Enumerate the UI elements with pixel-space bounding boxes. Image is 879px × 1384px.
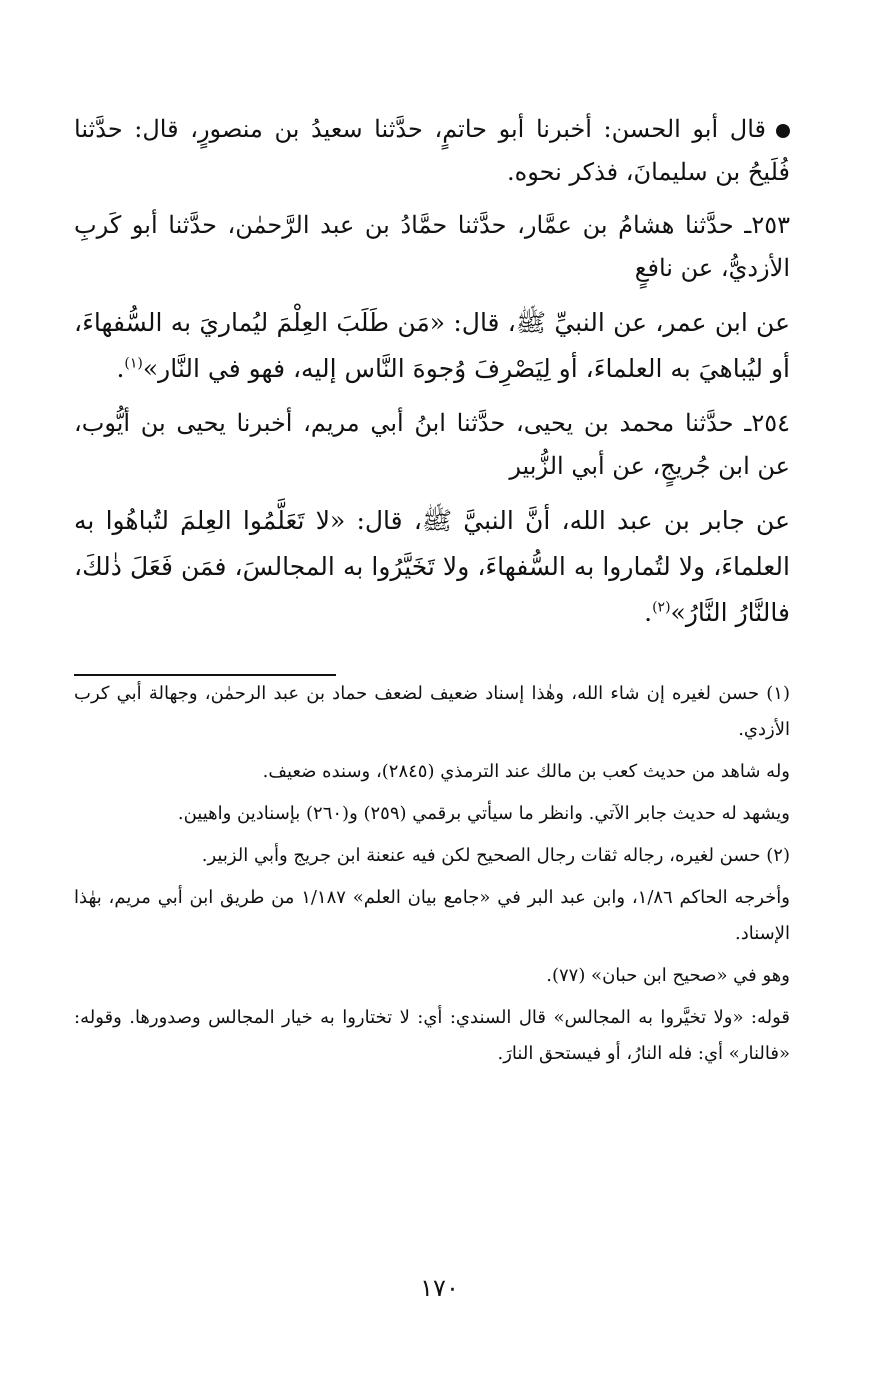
footnote-1-support: ويشهد له حديث جابر الآتي. وانظر ما سيأتي برقمي (٢٥٩) و(٢٦٠) بإسنادين واهيين. (177, 803, 790, 824)
main-text (74, 108, 790, 636)
book-page (74, 108, 790, 1078)
footnote-separator (74, 674, 336, 676)
bullet-icon (776, 124, 790, 138)
footnote-2-sources: وأخرجه الحاكم ١/٨٦، وابن عبد البر في «جامع بيان العلم» ١/١٨٧ من طريق ابن أبي مريم، بهٰذا الإسناد. (74, 887, 790, 944)
footnote-1-witness: وله شاهد من حديث كعب بن مالك عند الترمذي (٢٨٤٥)، وسنده ضعيف. (262, 761, 790, 782)
page-number: ١٧٠ (420, 1274, 459, 1302)
footnote-2-ibn-hibban: وهو في «صحيح ابن حبان» (٧٧). (546, 965, 790, 986)
hadith-254-body: عن جابر بن عبد الله، أنَّ النبيَّ ﷺ، قال: «لا تَعَلَّمُوا العِلمَ لتُباهُوا به العلماءَ، ولا لتُماروا به السُّفهاءَ، ولا تَخَيَّرُوا به المجالسَ، فمَن فَعَلَ ذٰلكَ، فالنَّارُ النَّارُ» (74, 506, 790, 627)
hadith-253-body: عن ابن عمر، عن النبيِّ ﷺ، قال: «مَن طَلَبَ العِلْمَ ليُماريَ به السُّفهاءَ، أو ليُباهيَ به العلماءَ، أو لِيَصْرِفَ وُجوهَ النَّاس إليه، فهو في النَّار» (74, 308, 790, 383)
footnotes (74, 676, 790, 1072)
paragraph-chain-note-text: قال أبو الحسن: أخبرنا أبو حاتمٍ، حدَّثنا سعيدُ بن منصورٍ، قال: حدَّثنا فُلَيحُ بن سليمانَ، فذكر نحوه. (74, 115, 790, 186)
footnote-2: (٢) حسن لغيره، رجاله ثقات رجال الصحيح لكن فيه عنعنة ابن جريج وأبي الزبير. (201, 845, 790, 866)
footnote-separator-wrap (74, 646, 790, 676)
footnote-ref-1: (١) (124, 355, 143, 372)
hadith-253-period: . (116, 354, 125, 383)
paragraph-chain-note (74, 108, 790, 194)
hadith-254-period: . (644, 598, 653, 627)
hadith-254-text (74, 498, 790, 636)
footnote-2-explanation: قوله: «ولا تخيَّروا به المجالس» قال السندي: أي: لا تختاروا به خيار المجالس وصدورها. وقوله: «فالنار» أي: فله النارُ، أو فيستحق النارَ. (74, 1007, 790, 1064)
footnote-1: (١) حسن لغيره إن شاء الله، وهٰذا إسناد ضعيف لضعف حماد بن عبد الرحمٰن، وجهالة أبي كرب الأزدي. (74, 683, 790, 740)
hadith-254-chain: ٢٥٤ـ حدَّثنا محمد بن يحيى، حدَّثنا ابنُ أبي مريم، أخبرنا يحيى بن أيُّوب، عن ابن جُريجٍ، عن أبي الزُّبير (74, 409, 790, 480)
footnote-ref-2: (٢) (652, 599, 671, 616)
hadith-253-text (74, 300, 790, 392)
hadith-253-chain: ٢٥٣ـ حدَّثنا هشامُ بن عمَّار، حدَّثنا حمَّادُ بن عبد الرَّحمٰن، حدَّثنا أبو كَربِ الأزديُّ، عن نافعٍ (74, 211, 790, 282)
